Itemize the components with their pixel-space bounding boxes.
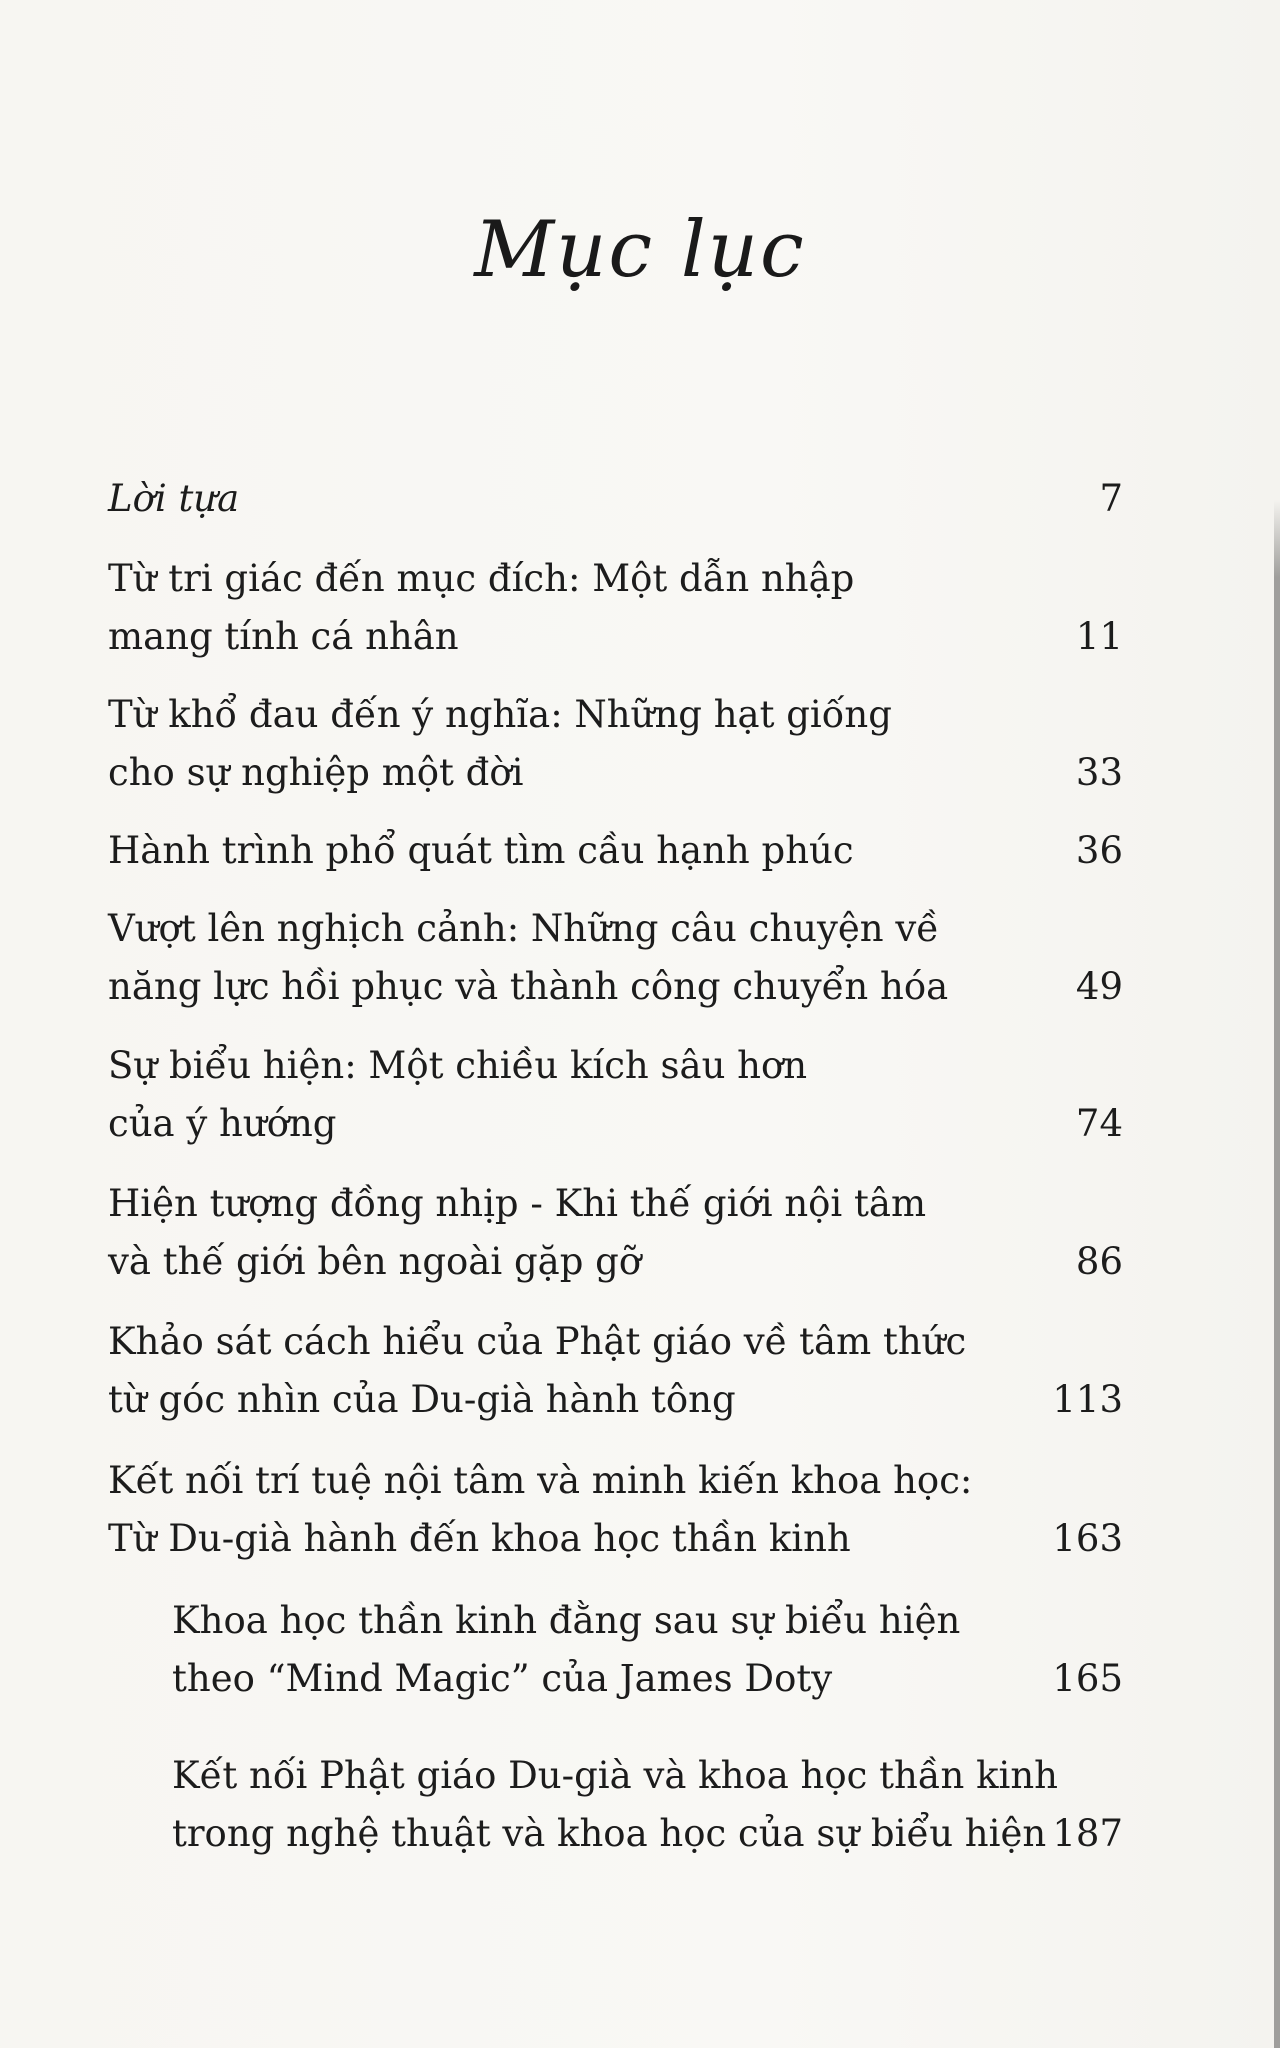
toc-entry — [108, 470, 1123, 528]
toc-entry-title: theo “Mind Magic” của James Doty — [172, 1657, 833, 1700]
toc-entry-title: của ý hướng — [108, 1102, 337, 1145]
toc-entry-page: 187 — [1052, 1812, 1123, 1855]
toc-entry-page: 49 — [1075, 965, 1123, 1008]
toc-entry-title: trong nghệ thuật và khoa học của sự biểu hiện — [172, 1812, 1047, 1855]
toc-entry — [108, 686, 1123, 802]
toc-entry-title: Kết nối trí tuệ nội tâm và minh kiến khoa học: — [108, 1459, 973, 1502]
toc-entry-page: 163 — [1052, 1517, 1123, 1560]
toc-entry-title: Lời tựa — [108, 477, 240, 520]
toc-entry — [108, 822, 1123, 880]
toc-entry-title: và thế giới bên ngoài gặp gỡ — [108, 1240, 642, 1283]
toc-entry-title: mang tính cá nhân — [108, 615, 459, 658]
toc-entry-title: năng lực hồi phục và thành công chuyển hóa — [108, 965, 949, 1008]
toc-entry-title: Sự biểu hiện: Một chiều kích sâu hơn — [108, 1044, 808, 1087]
page-edge-shadow — [1274, 500, 1280, 2048]
toc-entry-title: Hiện tượng đồng nhịp - Khi thế giới nội tâm — [108, 1182, 927, 1225]
toc-entry-title: Khoa học thần kinh đằng sau sự biểu hiện — [172, 1599, 961, 1642]
toc-entry-title: Từ tri giác đến mục đích: Một dẫn nhập — [108, 557, 855, 600]
toc-entry-page: 165 — [1052, 1657, 1123, 1700]
page-title: Mục lục — [474, 205, 806, 295]
toc-entry-title: Khảo sát cách hiểu của Phật giáo về tâm thức — [108, 1320, 967, 1363]
toc-entry-page: 86 — [1075, 1240, 1123, 1283]
toc-entry-title: Kết nối Phật giáo Du-già và khoa học thần kinh — [172, 1754, 1058, 1797]
toc-entry-page: 113 — [1052, 1378, 1123, 1421]
toc-entry-title: từ góc nhìn của Du-già hành tông — [108, 1378, 736, 1421]
toc-entry-page: 7 — [1099, 477, 1123, 520]
toc-entry-title: Vượt lên nghịch cảnh: Những câu chuyện về — [108, 907, 940, 950]
toc-entry — [108, 1175, 1123, 1291]
toc-entry-title: Từ Du-già hành đến khoa học thần kinh — [108, 1517, 851, 1560]
toc-entry-title: cho sự nghiệp một đời — [108, 751, 524, 794]
toc-entry — [108, 1313, 1123, 1429]
toc-entry-title: Hành trình phổ quát tìm cầu hạnh phúc — [108, 829, 854, 872]
toc-entry — [108, 1452, 1123, 1568]
toc-entry-page: 36 — [1075, 829, 1123, 872]
toc-entry-page: 11 — [1075, 615, 1123, 658]
toc-entry-page: 74 — [1075, 1102, 1123, 1145]
toc-entry-page: 33 — [1075, 751, 1123, 794]
toc-entry — [108, 1037, 1123, 1153]
toc-subentry — [172, 1747, 1123, 1863]
toc-entry — [108, 550, 1123, 666]
toc-entry-title: Từ khổ đau đến ý nghĩa: Những hạt giống — [108, 693, 892, 736]
toc-subentry — [172, 1592, 1123, 1708]
toc-entry — [108, 900, 1123, 1016]
